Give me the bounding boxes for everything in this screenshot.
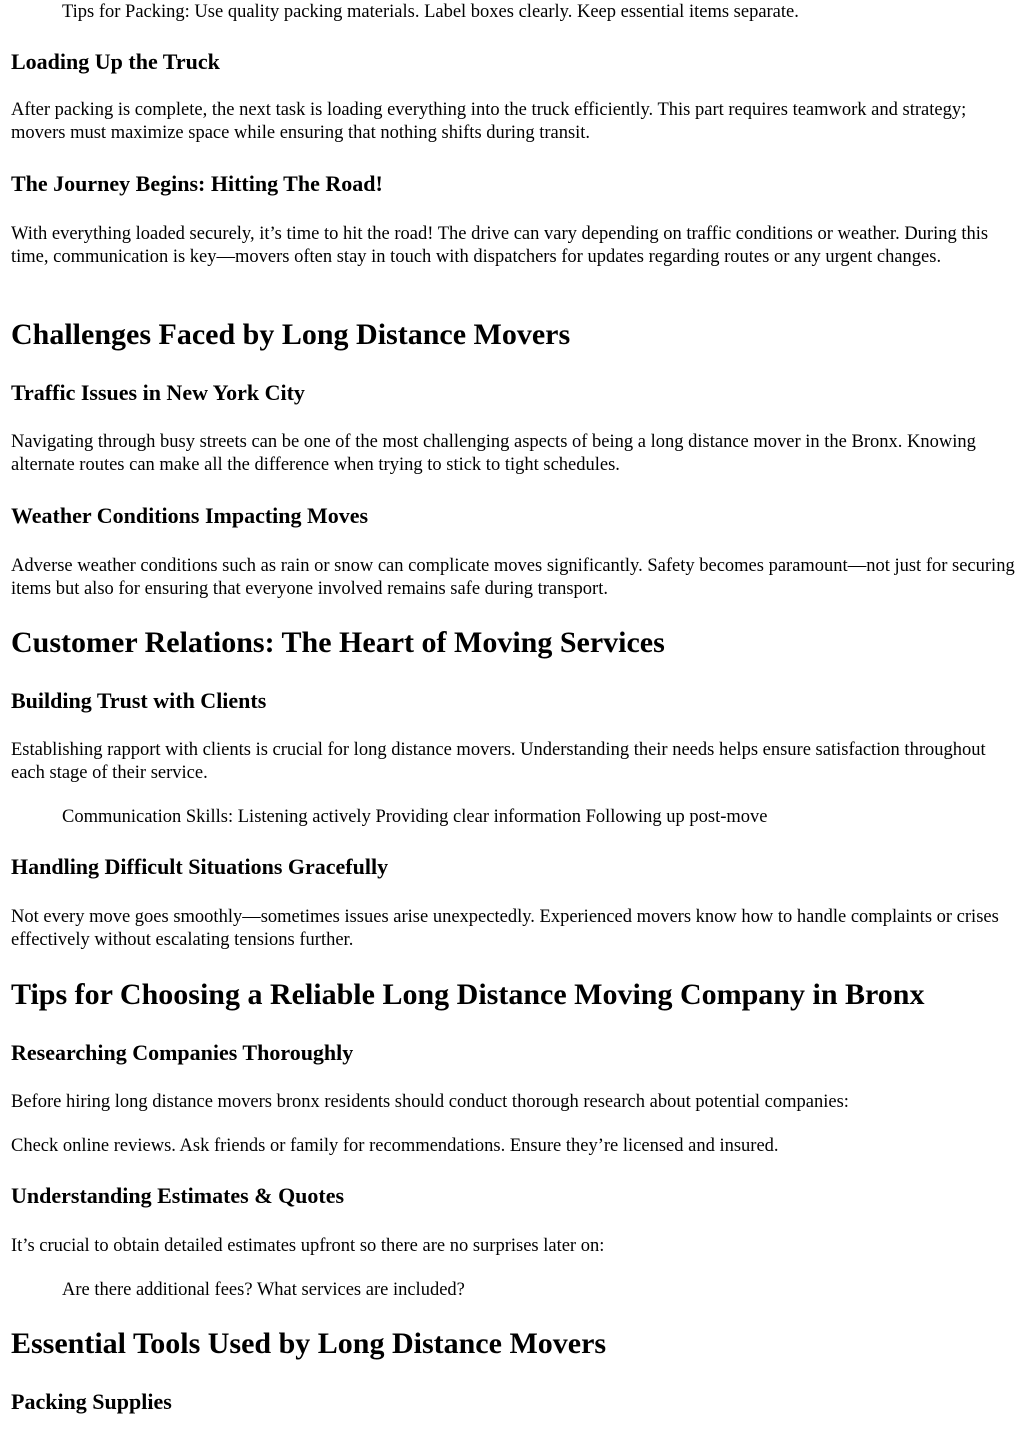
heading-weather-conditions: Weather Conditions Impacting Moves [11, 503, 369, 528]
paragraph-estimates-quotes: It’s crucial to obtain detailed estimates upfront so there are no surprises later on: [11, 1236, 605, 1256]
paragraph-checks: Check online reviews. Ask friends or family for recommendations. Ensure they’re licensed and insured. [11, 1136, 779, 1156]
heading-building-trust: Building Trust with Clients [11, 688, 267, 713]
paragraph-difficult-situations: Not every move goes smoothly—sometimes issues arise unexpectedly. Experienced movers know how to handle complaints or crises effectively without escalating tensions further. [11, 907, 999, 950]
paragraph-journey-begins: With everything loaded securely, it’s time to hit the road! The drive can vary depending on traffic conditions or weather. During this time, communication is key—movers often stay in touch with dispatchers for updates regarding routes or any urgent changes. [11, 224, 989, 267]
additional-fees-quote: Are there additional fees? What services are included? [62, 1280, 465, 1300]
heading-traffic-issues: Traffic Issues in New York City [11, 380, 305, 405]
paragraph-building-trust: Establishing rapport with clients is crucial for long distance movers. Understanding their needs helps ensure satisfaction throughout each stage of their service. [11, 740, 986, 783]
paragraph-researching-companies: Before hiring long distance movers bronx residents should conduct thorough research about potential companies: [11, 1092, 849, 1112]
heading-researching-companies: Researching Companies Thoroughly [11, 1040, 354, 1065]
heading-tips-choosing: Tips for Choosing a Reliable Long Distance Moving Company in Bronx [11, 978, 925, 1011]
heading-packing-supplies: Packing Supplies [11, 1389, 172, 1414]
paragraph-loading-truck: After packing is complete, the next task is loading everything into the truck efficiently. This part requires teamwork and strategy; movers must maximize space while ensuring that nothing shifts during transit. [11, 100, 967, 143]
paragraph-traffic-issues: Navigating through busy streets can be one of the most challenging aspects of being a long distance mover in the Bronx. Knowing alternate routes can make all the difference when trying to stick to tight schedules. [11, 432, 976, 475]
heading-difficult-situations: Handling Difficult Situations Gracefully [11, 854, 389, 879]
heading-journey-begins: The Journey Begins: Hitting The Road! [11, 171, 383, 196]
communication-skills-quote: Communication Skills: Listening actively Providing clear information Following up post-move [62, 807, 768, 827]
heading-challenges: Challenges Faced by Long Distance Movers [11, 318, 571, 351]
heading-estimates-quotes: Understanding Estimates & Quotes [11, 1183, 345, 1208]
tips-packing-quote: Tips for Packing: Use quality packing materials. Label boxes clearly. Keep essential items separate. [62, 2, 799, 22]
paragraph-weather-conditions: Adverse weather conditions such as rain or snow can complicate moves significantly. Safety becomes paramount—not just for securing items but also for ensuring that everyone involved remains safe during transport. [11, 556, 1015, 599]
heading-customer-relations: Customer Relations: The Heart of Moving Services [11, 626, 665, 659]
heading-essential-tools: Essential Tools Used by Long Distance Movers [11, 1327, 607, 1360]
heading-loading-truck: Loading Up the Truck [11, 49, 220, 74]
